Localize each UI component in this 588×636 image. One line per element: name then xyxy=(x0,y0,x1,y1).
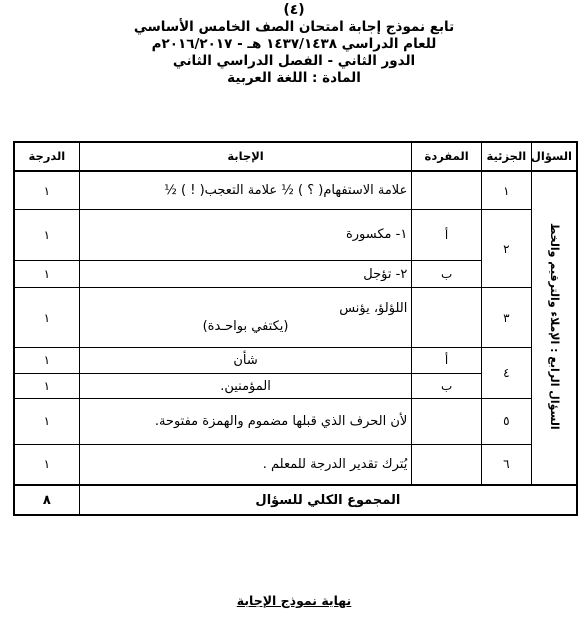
item-cell xyxy=(412,399,482,444)
question-label: السؤال الرابع : الإملاء والترقيم والخط xyxy=(547,223,561,430)
item-cell: أ xyxy=(412,210,482,260)
exam-term: الدور الثاني - الفصل الدراسي الثاني xyxy=(172,53,416,69)
exam-subject: المادة : اللغة العربية xyxy=(227,70,361,86)
answer-cell: ٢- تؤجل xyxy=(79,260,412,288)
grade-cell: ١ xyxy=(14,260,79,288)
end-of-answer-key: نهاية نموذج الإجابة xyxy=(236,593,352,608)
table-row xyxy=(14,288,577,348)
total-row xyxy=(14,485,577,515)
part-cell: ٣ xyxy=(481,288,531,348)
part-cell: ٢ xyxy=(481,210,531,288)
table-header-row xyxy=(14,142,577,171)
total-label: المجموع الكلي للسؤال xyxy=(79,485,577,515)
part-cell: ١ xyxy=(481,171,531,210)
item-cell xyxy=(412,288,482,348)
document-footer xyxy=(0,590,588,609)
header-grade: الدرجة xyxy=(14,142,79,171)
answer-cell: ١- مكسورة xyxy=(79,210,412,260)
grade-cell: ١ xyxy=(14,288,79,348)
answer-cell: المؤمنين. xyxy=(79,373,412,399)
item-cell: ب xyxy=(412,260,482,288)
header-question: السؤال xyxy=(531,142,577,171)
answer-cell: لأن الحرف الذي قبلها مضموم والهمزة مفتوحة. xyxy=(79,399,412,444)
part-cell: ٤ xyxy=(481,347,531,398)
answer-key-table xyxy=(13,141,578,516)
exam-title: تابع نموذج إجابة امتحان الصف الخامس الأساسي xyxy=(133,19,455,35)
document-header xyxy=(0,2,588,87)
answer-note: (يكتفي بواحـدة) xyxy=(202,319,289,335)
total-grade: ٨ xyxy=(14,485,79,515)
table-row xyxy=(14,399,577,444)
header-item: المفردة xyxy=(412,142,482,171)
item-cell xyxy=(412,171,482,210)
table-row xyxy=(14,210,577,260)
table-row xyxy=(14,444,577,485)
header-part: الجزئية xyxy=(481,142,531,171)
grade-cell: ١ xyxy=(14,210,79,260)
answer-cell: شأن xyxy=(79,347,412,373)
grade-cell: ١ xyxy=(14,171,79,210)
item-cell: أ xyxy=(412,347,482,373)
academic-year: للعام الدراسي ١٤٣٧/١٤٣٨ هـ - ٢٠١٦/٢٠١٧م xyxy=(151,36,437,52)
item-cell: ب xyxy=(412,373,482,399)
part-cell: ٦ xyxy=(481,444,531,485)
answer-cell xyxy=(79,288,412,348)
item-cell xyxy=(412,444,482,485)
table-row xyxy=(14,347,577,373)
page-number: (٤) xyxy=(283,2,305,18)
table-row xyxy=(14,171,577,210)
grade-cell: ١ xyxy=(14,399,79,444)
grade-cell: ١ xyxy=(14,444,79,485)
answer-cell: يُترك تقدير الدرجة للمعلم . xyxy=(79,444,412,485)
grade-cell: ١ xyxy=(14,347,79,373)
part-cell: ٥ xyxy=(481,399,531,444)
answer-cell: علامة الاستفهام( ؟ ) ½ علامة التعجب( ! ) ½ xyxy=(79,171,412,210)
question-label-cell xyxy=(531,171,577,485)
answer-text: اللؤلؤ، يؤنس xyxy=(339,301,408,317)
grade-cell: ١ xyxy=(14,373,79,399)
header-answer: الإجابة xyxy=(79,142,412,171)
